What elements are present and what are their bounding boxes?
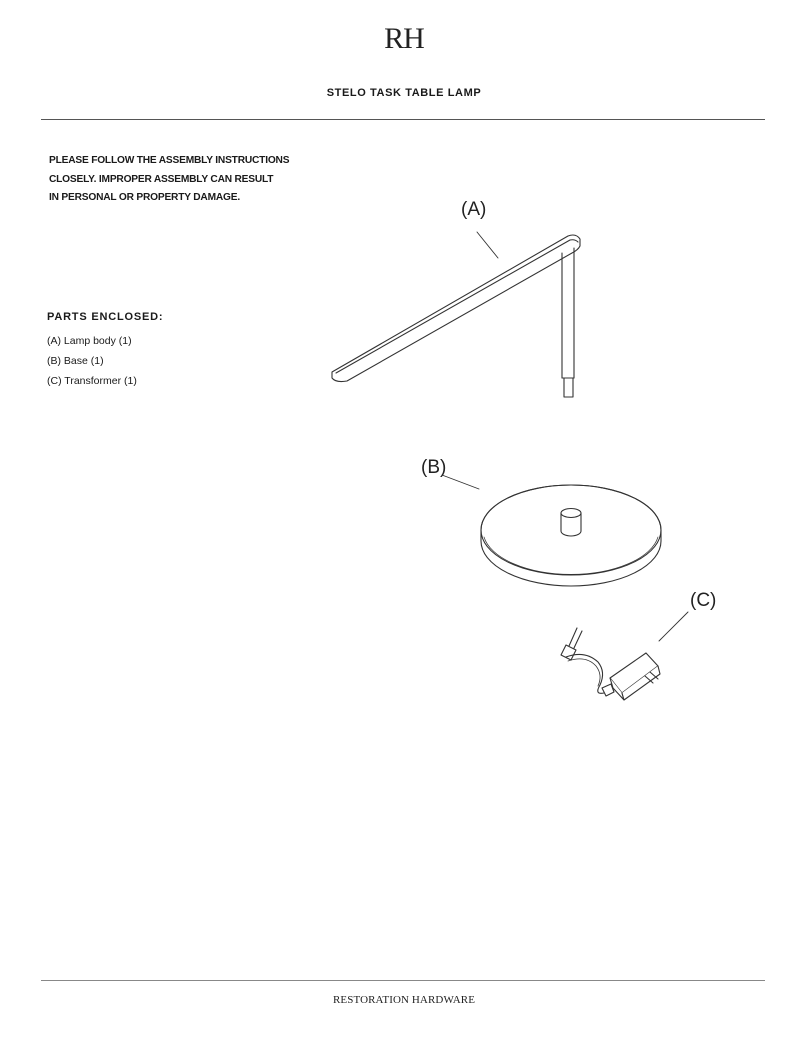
warning-line: CLOSELY. IMPROPER ASSEMBLY CAN RESULT <box>49 173 274 185</box>
parts-illustration <box>300 190 740 720</box>
parts-heading: PARTS ENCLOSED: <box>47 311 164 323</box>
list-item: (A) Lamp body (1) <box>47 335 132 347</box>
footer-divider <box>41 980 765 981</box>
callout-c: (C) <box>690 590 717 611</box>
parts-list <box>47 331 137 391</box>
list-item: (B) Base (1) <box>47 355 104 367</box>
rh-logo: RH <box>384 22 424 55</box>
list-item: (C) Transformer (1) <box>47 375 137 387</box>
transformer-drawing <box>561 612 688 700</box>
assembly-warning <box>49 152 339 208</box>
callout-b: (B) <box>421 457 447 478</box>
base-drawing <box>442 475 661 586</box>
callout-a: (A) <box>461 199 487 220</box>
page-title: STELO TASK TABLE LAMP <box>326 87 482 99</box>
warning-line: IN PERSONAL OR PROPERTY DAMAGE. <box>49 192 240 203</box>
warning-line: PLEASE FOLLOW THE ASSEMBLY INSTRUCTIONS <box>49 155 290 166</box>
lamp-body-drawing <box>332 232 580 397</box>
footer-brand: RESTORATION HARDWARE <box>332 994 476 1006</box>
header-divider <box>41 119 765 120</box>
